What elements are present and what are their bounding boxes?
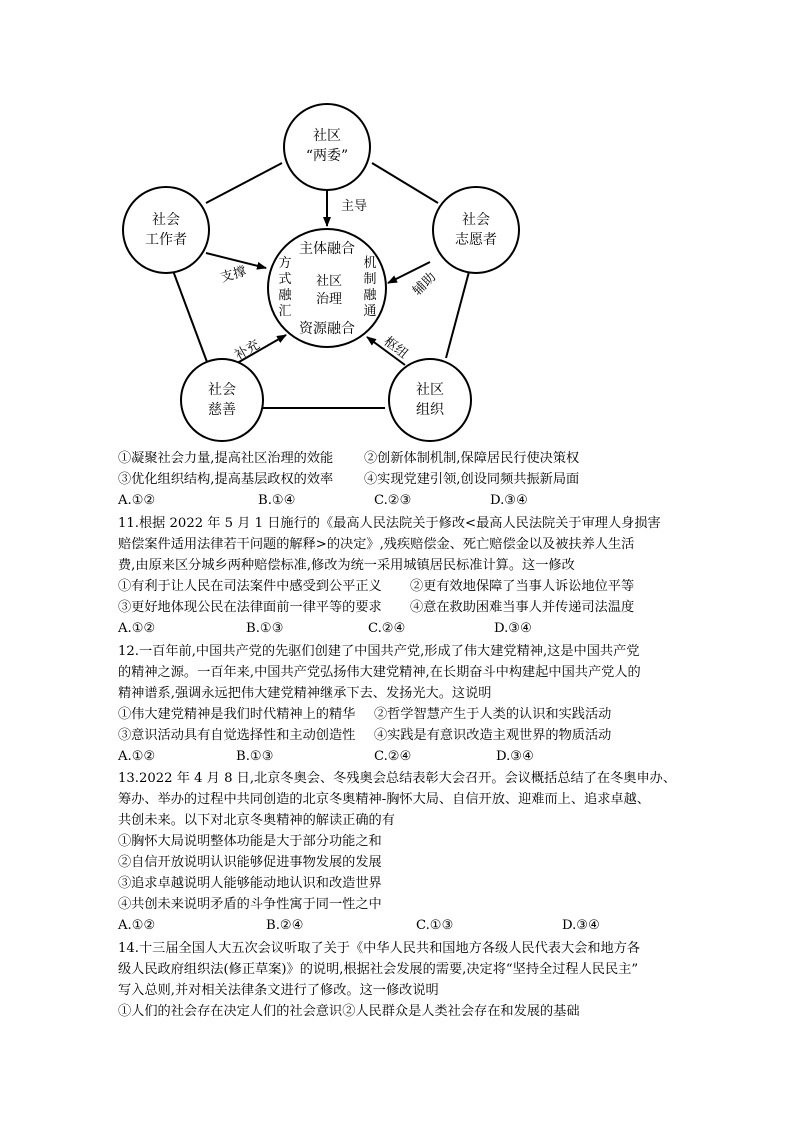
q13-stem-line1: 13.2022 年 4 月 8 日,北京冬奥会、冬残奥会总结表彰大会召开。会议概括总结了在冬奥申办、 xyxy=(118,771,677,786)
svg-text:汇: 汇 xyxy=(278,304,292,319)
svg-text:慈善: 慈善 xyxy=(208,402,236,418)
center-top-label: 主体融合 xyxy=(299,241,355,257)
q10-option-c[interactable]: C.②③ xyxy=(374,493,412,508)
q12-option-c[interactable]: C.②④ xyxy=(374,749,412,764)
svg-text:社区: 社区 xyxy=(416,382,444,398)
svg-text:社会: 社会 xyxy=(208,382,236,398)
q11-option-a[interactable]: A.①② xyxy=(118,621,156,636)
svg-text:“两委”: “两委” xyxy=(305,148,349,164)
q12-statement: ②哲学智慧产生于人类的认识和实践活动 xyxy=(374,707,612,722)
svg-text:社会: 社会 xyxy=(152,212,180,228)
q14-statement: ②人民群众是人类社会存在和发展的基础 xyxy=(342,1004,580,1019)
label-assist: 辅助 xyxy=(410,269,440,299)
q10-option-b[interactable]: B.①④ xyxy=(258,493,296,508)
svg-text:社区: 社区 xyxy=(315,274,343,289)
svg-text:通: 通 xyxy=(363,304,377,319)
q13-statement-4: ④共创未来说明矛盾的斗争性寓于同一性之中 xyxy=(118,897,382,912)
svg-text:制: 制 xyxy=(363,272,377,287)
node-bottom-left xyxy=(181,359,263,441)
link-top-right xyxy=(372,163,438,203)
q10-option-d[interactable]: D.③④ xyxy=(490,493,528,508)
svg-text:式: 式 xyxy=(278,272,292,287)
q12-statement: ④实践是有意识改造主观世界的物质活动 xyxy=(374,728,612,743)
svg-text:方: 方 xyxy=(278,256,292,271)
q10-statements-row1 xyxy=(118,449,580,469)
q13-option-c[interactable]: C.①③ xyxy=(416,918,454,933)
q12-statements-row1 xyxy=(118,705,612,725)
q12-stem-line1: 12.一百年前,中国共产党的先驱们创建了中国共产党,形成了伟大建党精神,这是中国共产党 xyxy=(118,644,640,659)
q11-stem-line1: 11.根据 2022 年 5 月 1 日施行的《最高人民法院关于修改<最高人民法院关于审理人身损害 xyxy=(118,516,661,531)
q11-stem-line3: 费,由原来区分城乡两种赔偿标准,修改为统一采用城镇居民标准计算。这一修改 xyxy=(118,558,575,573)
label-lead: 主导 xyxy=(341,199,368,214)
q12-option-d[interactable]: D.③④ xyxy=(496,749,534,764)
q11-stem-line2: 赔偿案件适用法律若干问题的解释>的决定》,残疾赔偿金、死亡赔偿金以及被扶养人生活 xyxy=(118,537,635,552)
q10-option-a[interactable]: A.①② xyxy=(118,493,156,508)
label-hub: 枢纽 xyxy=(380,334,411,362)
q11-statements-row2 xyxy=(118,598,635,618)
svg-text:组织: 组织 xyxy=(416,402,444,418)
q14-stem-line3: 写入总则,并对相关法律条文进行了修改。这一修改说明 xyxy=(118,983,439,998)
q14-stem-line2: 级人民政府组织法(修正草案)》的说明,根据社会发展的需要,决定将“坚持全过程人民民主” xyxy=(118,962,639,977)
label-support: 支撑 xyxy=(218,264,249,286)
svg-text:治理: 治理 xyxy=(315,292,343,307)
q12-option-b[interactable]: B.①③ xyxy=(236,749,274,764)
q11-statements-row1 xyxy=(118,577,635,597)
q12-statement: ①伟大建党精神是我们时代精神上的精华 xyxy=(118,707,356,722)
label-supplement: 补充 xyxy=(232,337,263,364)
node-bottom-right xyxy=(389,359,471,441)
q10-statement: ②创新体制机制,保障居民行使决策权 xyxy=(364,451,580,466)
q13-stem-line3: 共创未来。以下对北京冬奥精神的解读正确的有 xyxy=(118,813,395,828)
q13-statement-2: ②自信开放说明认识能够促进事物发展的发展 xyxy=(118,855,382,870)
q11-option-b[interactable]: B.①③ xyxy=(246,621,284,636)
q13-option-a[interactable]: A.①② xyxy=(118,918,156,933)
svg-text:社区: 社区 xyxy=(313,128,341,144)
svg-text:志愿者: 志愿者 xyxy=(455,232,497,248)
q10-statement: ①凝聚社会力量,提高社区治理的效能 xyxy=(118,451,334,466)
svg-text:融: 融 xyxy=(278,288,292,303)
link-top-left xyxy=(206,163,282,203)
q13-option-b[interactable]: B.②④ xyxy=(266,918,304,933)
q11-statement: ②更有效地保障了当事人诉讼地位平等 xyxy=(410,579,635,594)
node-left xyxy=(123,187,209,273)
q13-stem-line2: 筹办、举办的过程中共同创造的北京冬奥精神-胸怀大局、自信开放、迎难而上、追求卓越、 xyxy=(118,792,650,807)
svg-text:融: 融 xyxy=(363,288,377,303)
q12-statements-row2 xyxy=(118,726,612,746)
node-top xyxy=(284,104,370,190)
q13-statement-3: ③追求卓越说明人能够能动地认识和改造世界 xyxy=(118,876,382,891)
q12-stem-line3: 精神谱系,强调永远把伟大建党精神继承下去、发扬光大。这说明 xyxy=(118,686,492,701)
q14-statement: ①人们的社会存在决定人们的社会意识 xyxy=(118,1004,343,1019)
q12-statement: ③意识活动具有自觉选择性和主动创造性 xyxy=(118,728,356,743)
node-right xyxy=(433,187,519,273)
q13-statement-1: ①胸怀大局说明整体功能是大于部分功能之和 xyxy=(118,834,382,849)
q10-statement: ④实现党建引领,创设同频共振新局面 xyxy=(364,472,580,487)
q11-statement: ③更好地体现公民在法律面前一律平等的要求 xyxy=(118,600,382,615)
q13-option-d[interactable]: D.③④ xyxy=(562,918,600,933)
link-right-bottomright xyxy=(446,268,470,358)
governance-diagram xyxy=(110,100,550,445)
q12-option-a[interactable]: A.①② xyxy=(118,749,156,764)
q10-statements-row2 xyxy=(118,470,580,490)
q10-statement: ③优化组织结构,提高基层政权的效率 xyxy=(118,472,334,487)
svg-text:社会: 社会 xyxy=(462,212,490,228)
q14-stem-line1: 14.十三届全国人大五次会议听取了关于《中华人民共和国地方各级人民代表大会和地方各 xyxy=(118,941,641,956)
center-bottom-label: 资源融合 xyxy=(299,321,355,337)
svg-text:工作者: 工作者 xyxy=(145,232,187,248)
q11-option-d[interactable]: D.③④ xyxy=(494,621,532,636)
q14-statements-row1 xyxy=(118,1002,580,1022)
q11-statement: ①有利于让人民在司法案件中感受到公平正义 xyxy=(118,579,382,594)
svg-text:机: 机 xyxy=(363,256,377,271)
q11-option-c[interactable]: C.②④ xyxy=(368,621,406,636)
q11-statement: ④意在救助困难当事人并传递司法温度 xyxy=(410,600,635,615)
center-node xyxy=(268,229,386,347)
link-left-bottomleft xyxy=(172,268,207,362)
q12-stem-line2: 的精神之源。一百年来,中国共产党弘扬伟大建党精神,在长期奋斗中构建起中国共产党人的 xyxy=(118,665,641,680)
